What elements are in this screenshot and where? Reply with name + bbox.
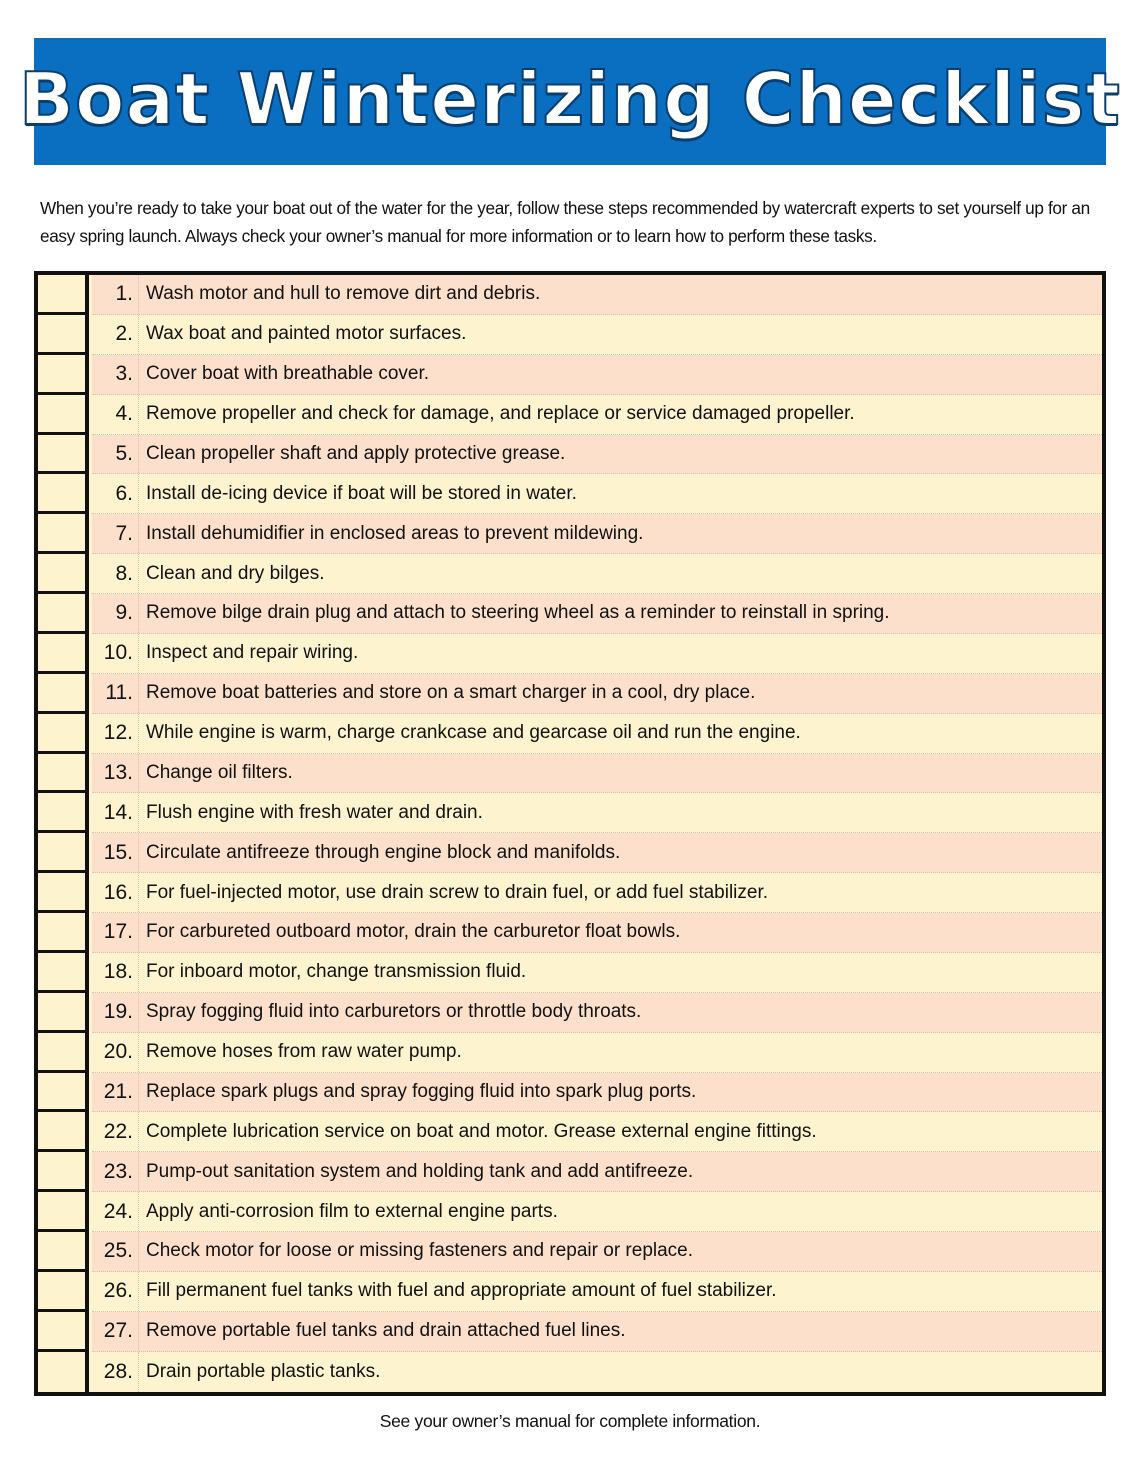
- item-text: Remove portable fuel tanks and drain attached fuel lines.: [146, 1320, 626, 1342]
- column-divider: [138, 754, 140, 793]
- checklist-item: [92, 873, 1102, 913]
- checkbox[interactable]: [38, 1192, 89, 1232]
- column-divider: [138, 1352, 140, 1392]
- checklist-item: [92, 833, 1102, 873]
- column-divider: [138, 1232, 140, 1271]
- column-divider: [138, 953, 140, 992]
- item-number: 23.: [103, 1159, 133, 1183]
- checklist-item: [92, 754, 1102, 794]
- checklist-item: [92, 514, 1102, 554]
- item-text: Replace spark plugs and spray fogging fluid into spark plug ports.: [146, 1080, 697, 1102]
- column-divider: [138, 913, 140, 952]
- checklist-item: [92, 674, 1102, 714]
- item-text: Cover boat with breathable cover.: [146, 363, 430, 385]
- checklist-item: [92, 1073, 1102, 1113]
- item-text: Apply anti-corrosion film to external engine parts.: [146, 1200, 558, 1222]
- checkbox[interactable]: [38, 474, 89, 514]
- checklist-item: [92, 1312, 1102, 1352]
- checkbox[interactable]: [38, 1152, 89, 1192]
- column-divider: [138, 1073, 140, 1112]
- checkbox[interactable]: [38, 1272, 89, 1312]
- checklist-item: [92, 315, 1102, 355]
- item-number: 15.: [103, 840, 133, 864]
- checkbox[interactable]: [38, 674, 89, 714]
- checklist-row: [38, 634, 1102, 674]
- checklist-item: [92, 793, 1102, 833]
- checkbox[interactable]: [38, 913, 89, 953]
- item-text: Remove propeller and check for damage, and replace or service damaged propeller.: [146, 403, 855, 425]
- item-number: 25.: [103, 1239, 133, 1263]
- checklist-item: [92, 913, 1102, 953]
- item-number: 8.: [115, 561, 133, 585]
- item-text: Pump-out sanitation system and holding tank and add antifreeze.: [146, 1160, 694, 1182]
- checklist-item: [92, 1033, 1102, 1073]
- column-divider: [138, 1192, 140, 1231]
- item-text: Remove hoses from raw water pump.: [146, 1041, 462, 1063]
- item-number: 19.: [103, 1000, 133, 1024]
- item-text: Circulate antifreeze through engine block and manifolds.: [146, 841, 621, 863]
- checklist-row: [38, 1112, 1102, 1152]
- item-text: Complete lubrication service on boat and motor. Grease external engine fittings.: [146, 1120, 817, 1142]
- item-text: Change oil filters.: [146, 761, 293, 783]
- checklist-row: [38, 1312, 1102, 1352]
- checklist-item: [92, 634, 1102, 674]
- item-number: 6.: [115, 481, 133, 505]
- checklist-row: [38, 594, 1102, 634]
- item-number: 4.: [115, 402, 133, 426]
- checklist-row: [38, 395, 1102, 435]
- column-divider: [138, 1152, 140, 1191]
- item-number: 1.: [115, 282, 133, 306]
- checklist-row: [38, 913, 1102, 953]
- column-divider: [138, 514, 140, 553]
- column-divider: [138, 793, 140, 832]
- checkbox[interactable]: [38, 833, 89, 873]
- item-number: 18.: [103, 960, 133, 984]
- checklist-item: [92, 993, 1102, 1033]
- item-text: Remove bilge drain plug and attach to steering wheel as a reminder to reinstall in spring.: [146, 602, 890, 624]
- checklist-row: [38, 474, 1102, 514]
- checklist-row: [38, 873, 1102, 913]
- checkbox[interactable]: [38, 315, 89, 355]
- checklist-row: [38, 514, 1102, 554]
- column-divider: [138, 554, 140, 593]
- column-divider: [138, 315, 140, 354]
- item-text: Remove boat batteries and store on a smart charger in a cool, dry place.: [146, 682, 756, 704]
- checklist-table: [34, 271, 1106, 1396]
- checklist-row: [38, 1073, 1102, 1113]
- checklist-row: [38, 1352, 1102, 1392]
- item-number: 10.: [103, 641, 133, 665]
- checkbox[interactable]: [38, 514, 89, 554]
- item-text: Spray fogging fluid into carburetors or throttle body throats.: [146, 1001, 642, 1023]
- checkbox[interactable]: [38, 1112, 89, 1152]
- intro-paragraph: When you’re ready to take your boat out of the water for the year, follow these steps recommended by watercraft experts to set yourself up for an easy spring launch. Always check your owner’s manual for more information or to learn how to perform these tasks.: [40, 198, 1090, 246]
- checklist-item: [92, 474, 1102, 514]
- checkbox[interactable]: [38, 435, 89, 475]
- checkbox[interactable]: [38, 1312, 89, 1352]
- item-text: Fill permanent fuel tanks with fuel and appropriate amount of fuel stabilizer.: [146, 1280, 777, 1302]
- checklist-row: [38, 1152, 1102, 1192]
- checklist-row: [38, 714, 1102, 754]
- item-text: Flush engine with fresh water and drain.: [146, 801, 483, 823]
- item-number: 27.: [103, 1319, 133, 1343]
- footer-note: See your owner’s manual for complete information.: [379, 1411, 761, 1431]
- item-number: 20.: [103, 1040, 133, 1064]
- checklist-row: [38, 275, 1102, 315]
- item-number: 22.: [103, 1119, 133, 1143]
- column-divider: [138, 1272, 140, 1311]
- column-divider: [138, 594, 140, 633]
- checklist-row: [38, 793, 1102, 833]
- item-text: Clean propeller shaft and apply protective grease.: [146, 442, 566, 464]
- item-text: Clean and dry bilges.: [146, 562, 325, 584]
- column-divider: [138, 714, 140, 753]
- checkbox[interactable]: [38, 873, 89, 913]
- column-divider: [138, 355, 140, 394]
- column-divider: [138, 395, 140, 434]
- item-number: 12.: [103, 721, 133, 745]
- title-banner: [19, 38, 1121, 165]
- checkbox[interactable]: [38, 793, 89, 833]
- checklist-item: [92, 554, 1102, 594]
- column-divider: [138, 993, 140, 1032]
- checklist-item: [92, 275, 1102, 315]
- column-divider: [138, 873, 140, 912]
- item-number: 5.: [115, 441, 133, 465]
- checklist-item: [92, 1272, 1102, 1312]
- checklist-row: [38, 953, 1102, 993]
- checklist-item: [92, 953, 1102, 993]
- column-divider: [138, 833, 140, 872]
- checkbox[interactable]: [38, 634, 89, 674]
- item-number: 21.: [103, 1079, 133, 1103]
- column-divider: [138, 275, 140, 314]
- column-divider: [138, 674, 140, 713]
- item-text: Wash motor and hull to remove dirt and debris.: [146, 283, 541, 305]
- item-text: Wax boat and painted motor surfaces.: [146, 323, 467, 345]
- item-number: 3.: [115, 362, 133, 386]
- item-number: 9.: [115, 601, 133, 625]
- checklist-item: [92, 355, 1102, 395]
- item-text: Install de-icing device if boat will be stored in water.: [146, 482, 577, 504]
- checkbox[interactable]: [38, 395, 89, 435]
- page-title: Boat Winterizing Checklist: [19, 56, 1121, 141]
- column-divider: [138, 474, 140, 513]
- checklist-row: [38, 1272, 1102, 1312]
- item-text: For fuel-injected motor, use drain screw to drain fuel, or add fuel stabilizer.: [146, 881, 769, 903]
- checkbox[interactable]: [38, 953, 89, 993]
- checklist-row: [38, 674, 1102, 714]
- column-divider: [138, 1312, 140, 1351]
- checklist-item: [92, 1152, 1102, 1192]
- checkbox[interactable]: [38, 993, 89, 1033]
- checklist-item: [92, 594, 1102, 634]
- column-divider: [138, 1112, 140, 1151]
- checklist-item: [92, 435, 1102, 475]
- item-number: 26.: [103, 1279, 133, 1303]
- item-number: 28.: [103, 1359, 133, 1383]
- item-number: 2.: [115, 322, 133, 346]
- column-divider: [138, 435, 140, 474]
- checklist-item: [92, 714, 1102, 754]
- checkbox[interactable]: [38, 1232, 89, 1272]
- checklist-item: [92, 1352, 1102, 1392]
- checklist-row: [38, 554, 1102, 594]
- checklist-item: [92, 395, 1102, 435]
- item-text: For inboard motor, change transmission fluid.: [146, 961, 527, 983]
- checkbox[interactable]: [38, 714, 89, 754]
- column-divider: [138, 1033, 140, 1072]
- column-divider: [138, 634, 140, 673]
- checklist-row: [38, 1232, 1102, 1272]
- item-number: 11.: [105, 681, 133, 705]
- checkbox[interactable]: [38, 1033, 89, 1073]
- item-number: 24.: [103, 1199, 133, 1223]
- checklist-item: [92, 1192, 1102, 1232]
- checklist-row: [38, 833, 1102, 873]
- checklist-item: [92, 1232, 1102, 1272]
- item-number: 14.: [103, 800, 133, 824]
- checkbox[interactable]: [38, 554, 89, 594]
- checkbox[interactable]: [38, 1073, 89, 1113]
- item-text: For carbureted outboard motor, drain the carburetor float bowls.: [146, 921, 681, 943]
- item-number: 7.: [115, 521, 133, 545]
- item-number: 16.: [103, 880, 133, 904]
- checklist-row: [38, 993, 1102, 1033]
- checkbox[interactable]: [38, 1352, 89, 1392]
- item-number: 17.: [103, 920, 133, 944]
- checklist-row: [38, 315, 1102, 355]
- checklist-row: [38, 1033, 1102, 1073]
- checkbox[interactable]: [38, 355, 89, 395]
- checklist-item: [92, 1112, 1102, 1152]
- item-text: Install dehumidifier in enclosed areas to prevent mildewing.: [146, 522, 644, 544]
- checklist-row: [38, 1192, 1102, 1232]
- checkbox[interactable]: [38, 594, 89, 634]
- checkbox[interactable]: [38, 754, 89, 794]
- item-text: Drain portable plastic tanks.: [146, 1360, 381, 1382]
- item-number: 13.: [103, 760, 133, 784]
- checkbox[interactable]: [38, 275, 89, 315]
- checklist-row: [38, 435, 1102, 475]
- checklist-row: [38, 754, 1102, 794]
- item-text: Inspect and repair wiring.: [146, 642, 359, 664]
- checklist-row: [38, 355, 1102, 395]
- item-text: Check motor for loose or missing fasteners and repair or replace.: [146, 1240, 694, 1262]
- item-text: While engine is warm, charge crankcase and gearcase oil and run the engine.: [146, 722, 801, 744]
